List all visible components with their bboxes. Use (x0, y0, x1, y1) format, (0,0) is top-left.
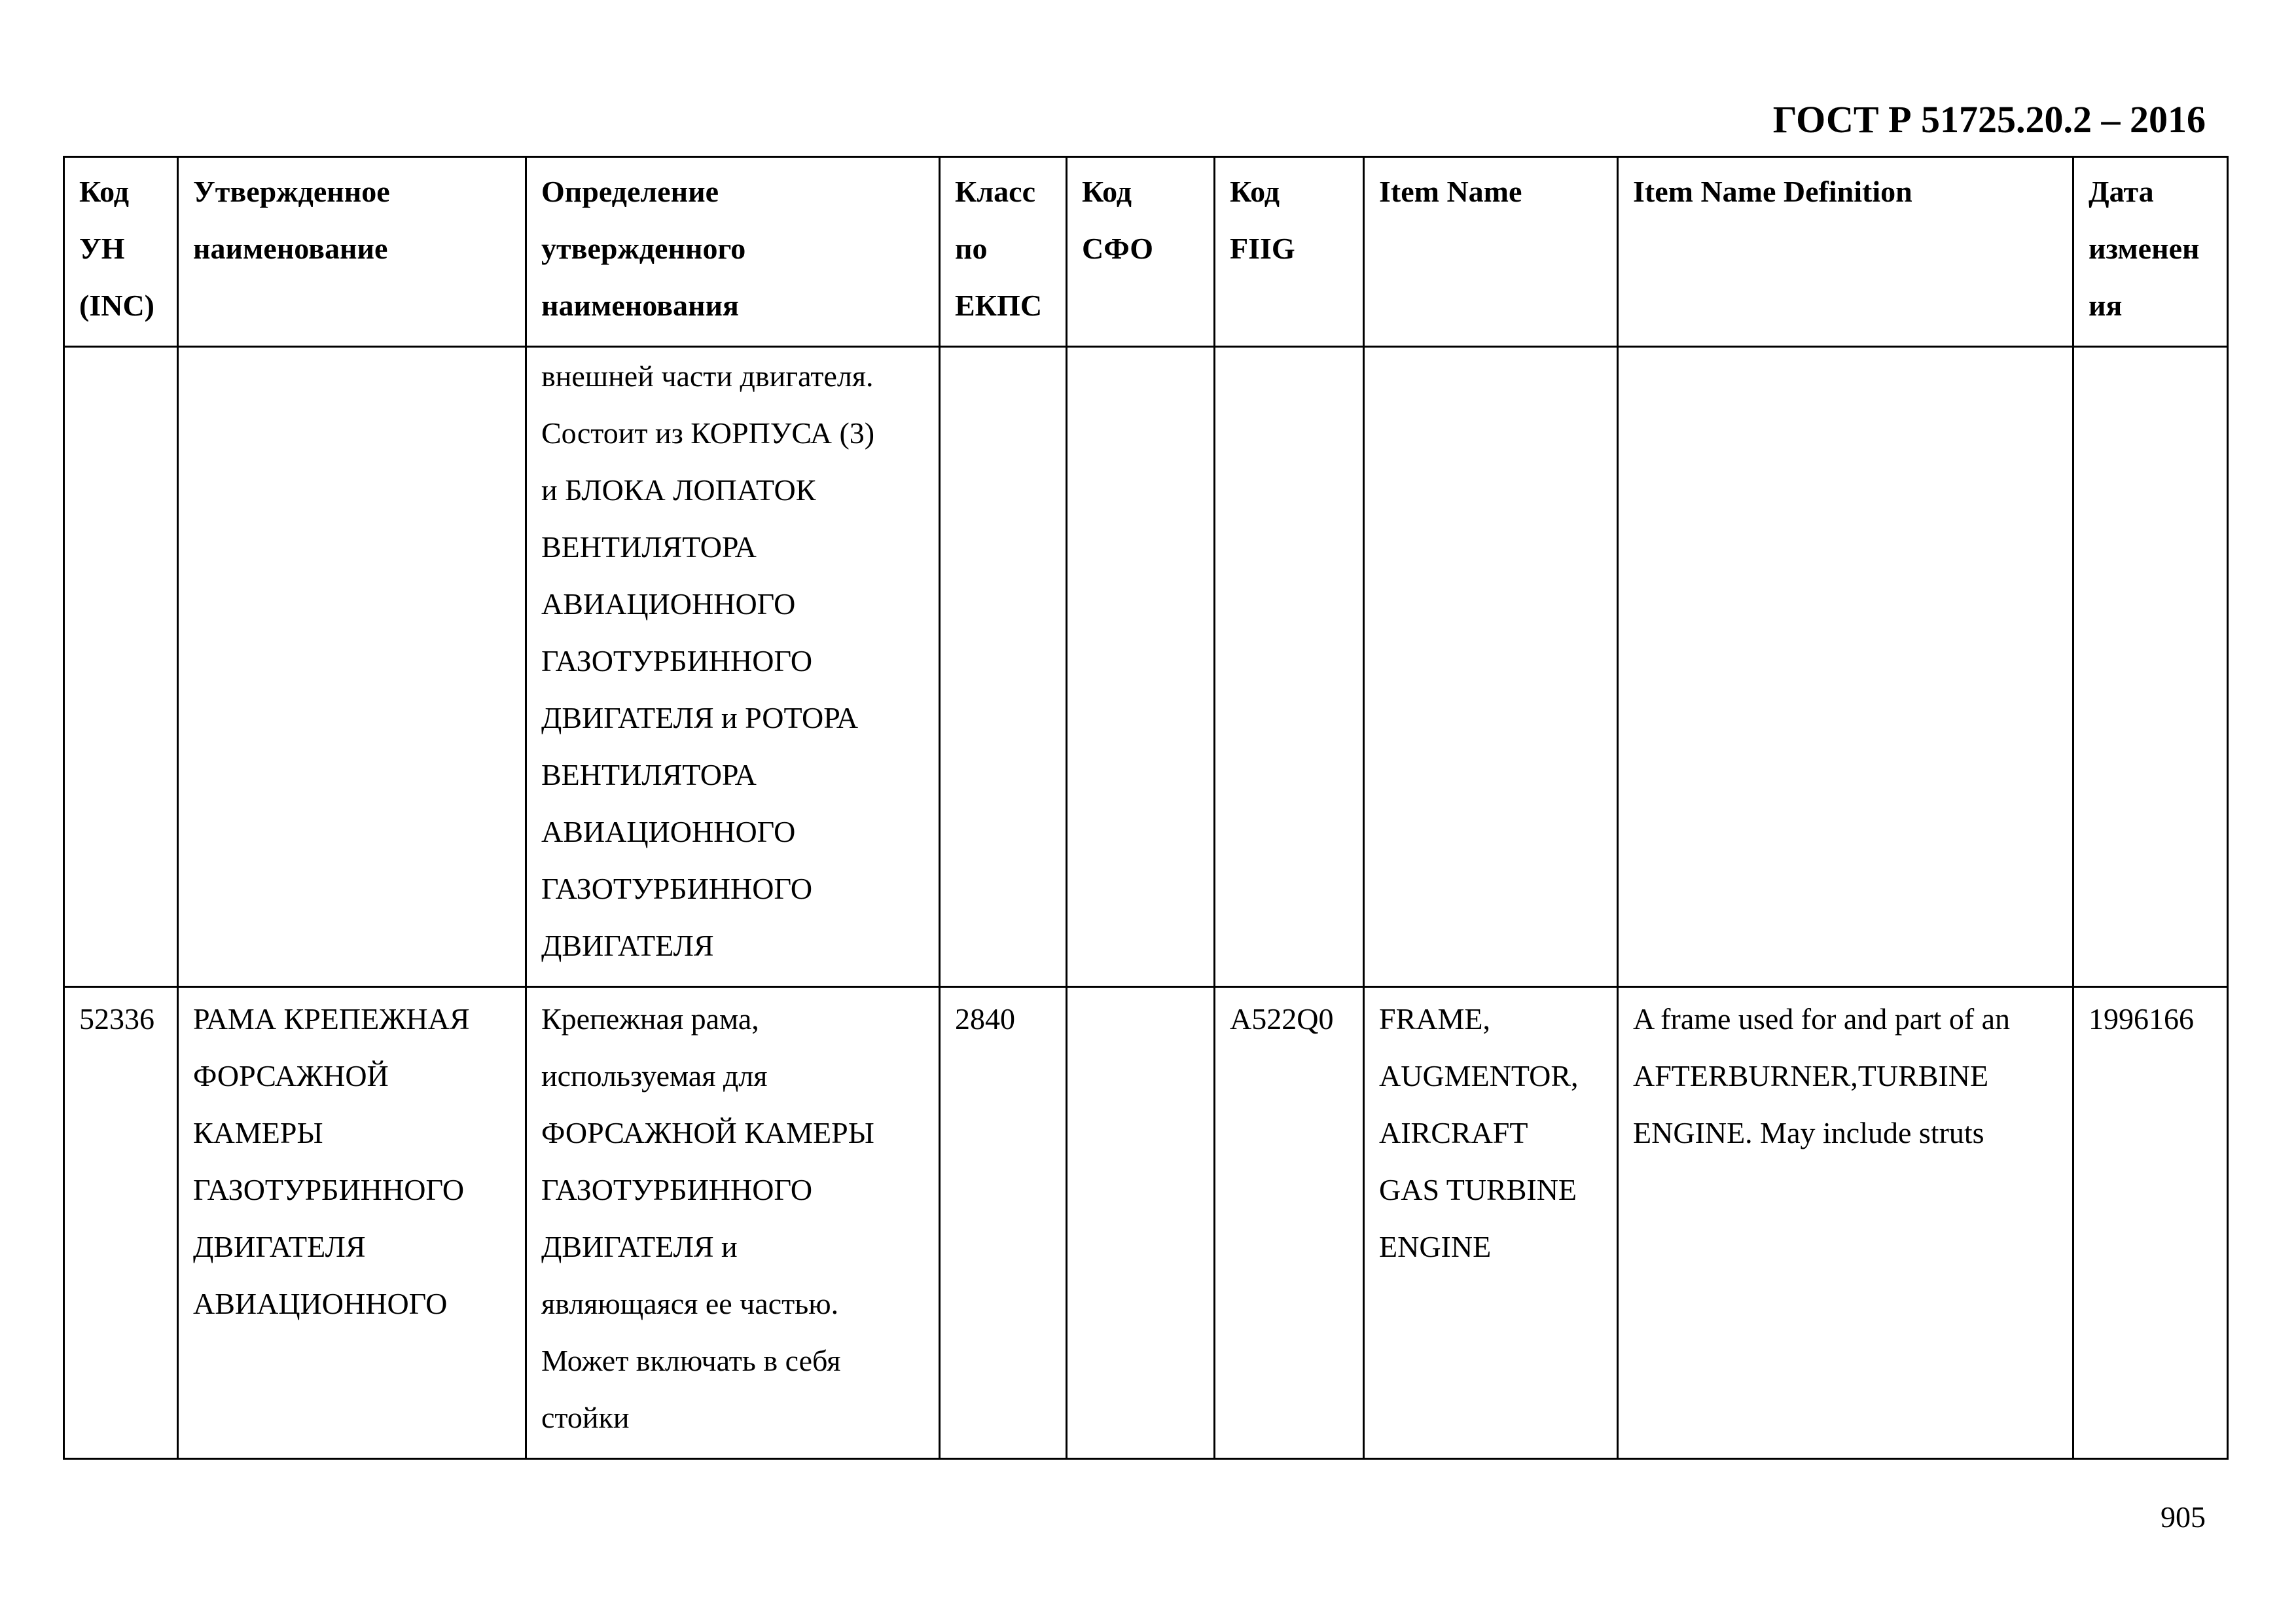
table-row (64, 347, 2228, 987)
column-header-item-name: Item Name (1364, 157, 1618, 347)
cell-inc: 52336 (64, 987, 178, 1459)
cell-fiig (1215, 347, 1364, 987)
cell-sfo (1067, 347, 1215, 987)
column-header-inc: Код УН (INC) (64, 157, 178, 347)
cell-class (940, 347, 1067, 987)
cell-item-name-definition (1618, 347, 2073, 987)
column-header-sfo: Код СФО (1067, 157, 1215, 347)
column-header-definition: Определение утвержденного наименования (526, 157, 940, 347)
table-row (64, 987, 2228, 1459)
column-header-fiig: Код FIIG (1215, 157, 1364, 347)
column-header-class: Класс по ЕКПС (940, 157, 1067, 347)
cell-change-date: 1996166 (2073, 987, 2228, 1459)
column-header-item-name-definition: Item Name Definition (1618, 157, 2073, 347)
cell-approved-name (178, 347, 526, 987)
cell-inc (64, 347, 178, 987)
column-header-change-date: Дата изменен ия (2073, 157, 2228, 347)
cell-item-name: FRAME, AUGMENTOR, AIRCRAFT GAS TURBINE ENGINE (1364, 987, 1618, 1459)
column-header-approved-name: Утвержденное наименование (178, 157, 526, 347)
table-header-row (64, 157, 2228, 347)
cell-class: 2840 (940, 987, 1067, 1459)
document-standard-code: ГОСТ Р 51725.20.2 – 2016 (1772, 98, 2206, 141)
item-name-registry-table (63, 156, 2229, 1460)
cell-fiig: A522Q0 (1215, 987, 1364, 1459)
page-number: 905 (2161, 1500, 2206, 1534)
cell-item-name-definition: A frame used for and part of an AFTERBURNER,TURBINE ENGINE. May include struts (1618, 987, 2073, 1459)
cell-approved-name: РАМА КРЕПЕЖНАЯ ФОРСАЖНОЙ КАМЕРЫ ГАЗОТУРБИННОГО ДВИГАТЕЛЯ АВИАЦИОННОГО (178, 987, 526, 1459)
cell-item-name (1364, 347, 1618, 987)
cell-sfo (1067, 987, 1215, 1459)
cell-definition: Крепежная рама, используемая для ФОРСАЖНОЙ КАМЕРЫ ГАЗОТУРБИННОГО ДВИГАТЕЛЯ и являющаяся ее частью. Может включать в себя стойки (526, 987, 940, 1459)
cell-definition: внешней части двигателя. Состоит из КОРПУСА (3) и БЛОКА ЛОПАТОК ВЕНТИЛЯТОРА АВИАЦИОННОГО ГАЗОТУРБИННОГО ДВИГАТЕЛЯ и РОТОРА ВЕНТИЛЯТОРА АВИАЦИОННОГО ГАЗОТУРБИННОГО ДВИГАТЕЛЯ (526, 347, 940, 987)
cell-change-date (2073, 347, 2228, 987)
